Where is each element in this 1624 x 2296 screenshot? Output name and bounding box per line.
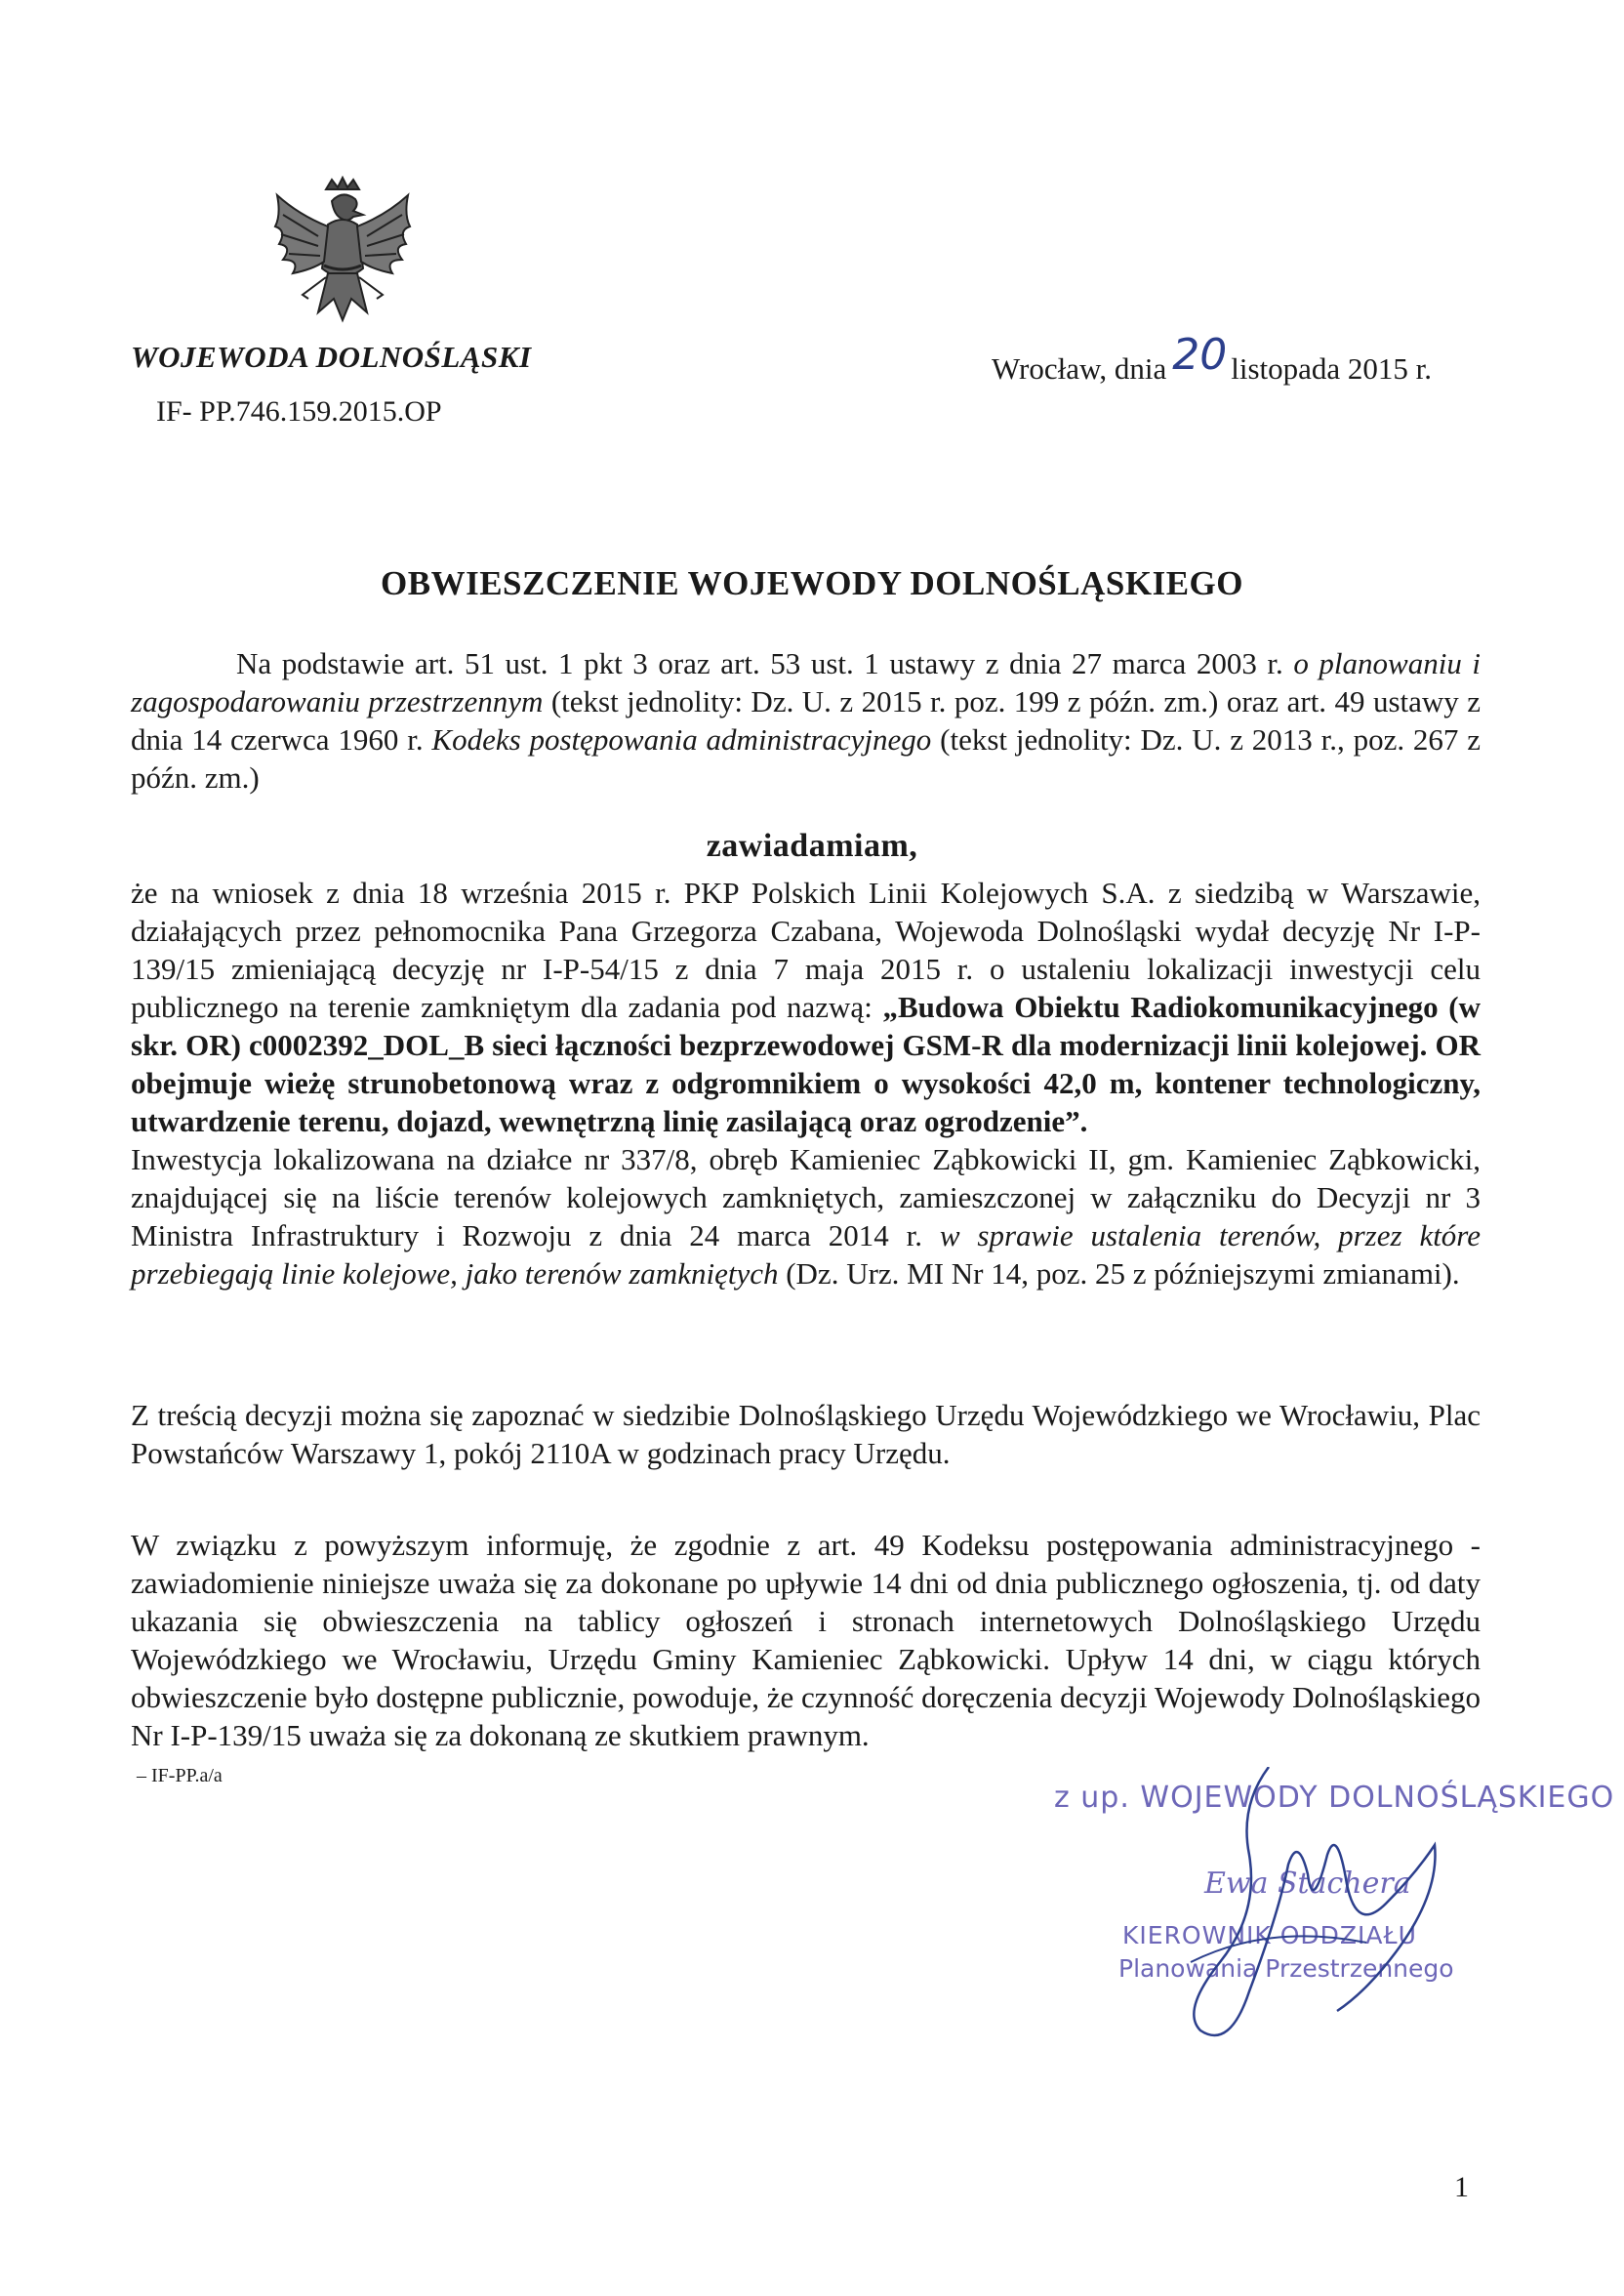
- legal-basis-act-title-1: o planowaniu i zagospodarowaniu przestrzennym: [131, 646, 1482, 718]
- decision-title: w sprawie ustalenia terenów, przez które przebiegają linie kolejowe, jako terenów zamkniętych: [131, 1218, 1481, 1291]
- place-date: [992, 330, 1433, 390]
- issuer-name: WOJEWODA DOLNOŚLĄSKI: [131, 340, 532, 374]
- footer-reference: – IF-PP.a/a: [137, 1765, 223, 1786]
- stamp-line-3: KIEROWNIK ODDZIAŁU: [1122, 1921, 1417, 1949]
- legal-basis-paragraph: [131, 644, 1481, 797]
- handwritten-day: 20: [1172, 330, 1228, 380]
- page-number: 1: [1454, 2171, 1469, 2203]
- info-paragraph: W związku z powyższym informuję, że zgodnie z art. 49 Kodeksu postępowania administracyjnego - zawiadomienie niniejsze uważa się za dokonane po upływie 14 dni od dnia publicznego ogłoszenia, tj. od daty ukazania się obwieszczenia na tablicy ogłoszeń i stronach internetowych Dolnośląskiego Urzędu Wojewódzkiego we Wrocławiu, Urzędu Gminy Kamieniec Ząbkowicki. Upływ 14 dni, w ciągu których obwieszczenie było dostępne publicznie, powoduje, że czynność doręczenia decyzji Wojewody Dolnośląskiego Nr I-P-139/15 uważa się za dokonaną ze skutkiem prawnym.: [131, 1528, 1481, 1752]
- date-rest: listopada 2015 r.: [1231, 351, 1433, 386]
- polish-eagle-emblem: [269, 176, 416, 332]
- official-stamp: [1044, 1767, 1615, 2050]
- legal-basis-text-2: (tekst jednolity: Dz. U. z 2015 r. poz. 199 z późn. zm.) oraz art. 49 ustawy z dnia 14 czerwca 1960 r.: [131, 684, 1481, 757]
- reference-number: IF- PP.746.159.2015.OP: [156, 395, 442, 428]
- notice-text-3: (Dz. Urz. MI Nr 14, poz. 25 z późniejszymi zmianami).: [778, 1256, 1460, 1291]
- stamp-line-1: z up. WOJEWODY DOLNOŚLĄSKIEGO: [1054, 1781, 1615, 1815]
- legal-basis-text-3: (tekst jednolity: Dz. U. z 2013 r., poz. 267 z późn. zm.): [131, 722, 1482, 795]
- handwritten-signature: [1044, 1767, 1513, 2050]
- notice-paragraph: [131, 874, 1481, 1292]
- place-prefix: Wrocław, dnia: [992, 351, 1167, 386]
- legal-basis-act-title-2: Kodeks postępowania administracyjnego: [431, 722, 932, 757]
- notice-heading: zawiadamiam,: [706, 828, 918, 864]
- notice-text-2: Inwestycja lokalizowana na działce nr 337/8, obręb Kamieniec Ząbkowicki II, gm. Kamieniec Ząbkowicki, znajdującej się na liście terenów kolejowych zamkniętych, zamieszczonej w załączniku do Decyzji nr 3 Ministra Infrastruktury i Rozwoju z dnia 24 marca 2014 r.: [131, 1142, 1481, 1252]
- notice-text-1: że na wniosek z dnia 18 września 2015 r. PKP Polskich Linii Kolejowych S.A. z siedzibą w Warszawie, działających przez pełnomocnika Pana Grzegorza Czabana, Wojewoda Dolnośląski wydał decyzję Nr I-P-139/15 zmieniającą decyzję nr I-P-54/15 z dnia 7 maja 2015 r. o ustaleniu lokalizacji inwestycji celu publicznego na terenie zamkniętym dla zadania pod nazwą:: [131, 876, 1481, 1024]
- stamp-line-2: Ewa Stachera: [1204, 1866, 1411, 1901]
- stamp-line-4: Planowania Przestrzennego: [1118, 1954, 1454, 1983]
- document-title: OBWIESZCZENIE WOJEWODY DOLNOŚLĄSKIEGO: [381, 564, 1243, 602]
- legal-basis-text-1: Na podstawie art. 51 ust. 1 pkt 3 oraz art. 53 ust. 1 ustawy z dnia 27 marca 2003 r.: [236, 646, 1294, 680]
- project-name: „Budowa Obiektu Radiokomunikacyjnego (w skr. OR) c0002392_DOL_B sieci łączności bezprzewodowej GSM-R dla modernizacji linii kolejowej. OR obejmuje wieżę strunobetonową wraz z odgromnikiem o wysokości 42,0 m, kontener technologiczny, utwardzenie terenu, dojazd, wewnętrzną linię zasilającą oraz ogrodzenie”.: [131, 990, 1481, 1138]
- access-paragraph: Z treścią decyzji można się zapoznać w siedzibie Dolnośląskiego Urzędu Wojewódzkiego we Wrocławiu, Plac Powstańców Warszawy 1, pokój 2110A w godzinach pracy Urzędu.: [131, 1398, 1481, 1470]
